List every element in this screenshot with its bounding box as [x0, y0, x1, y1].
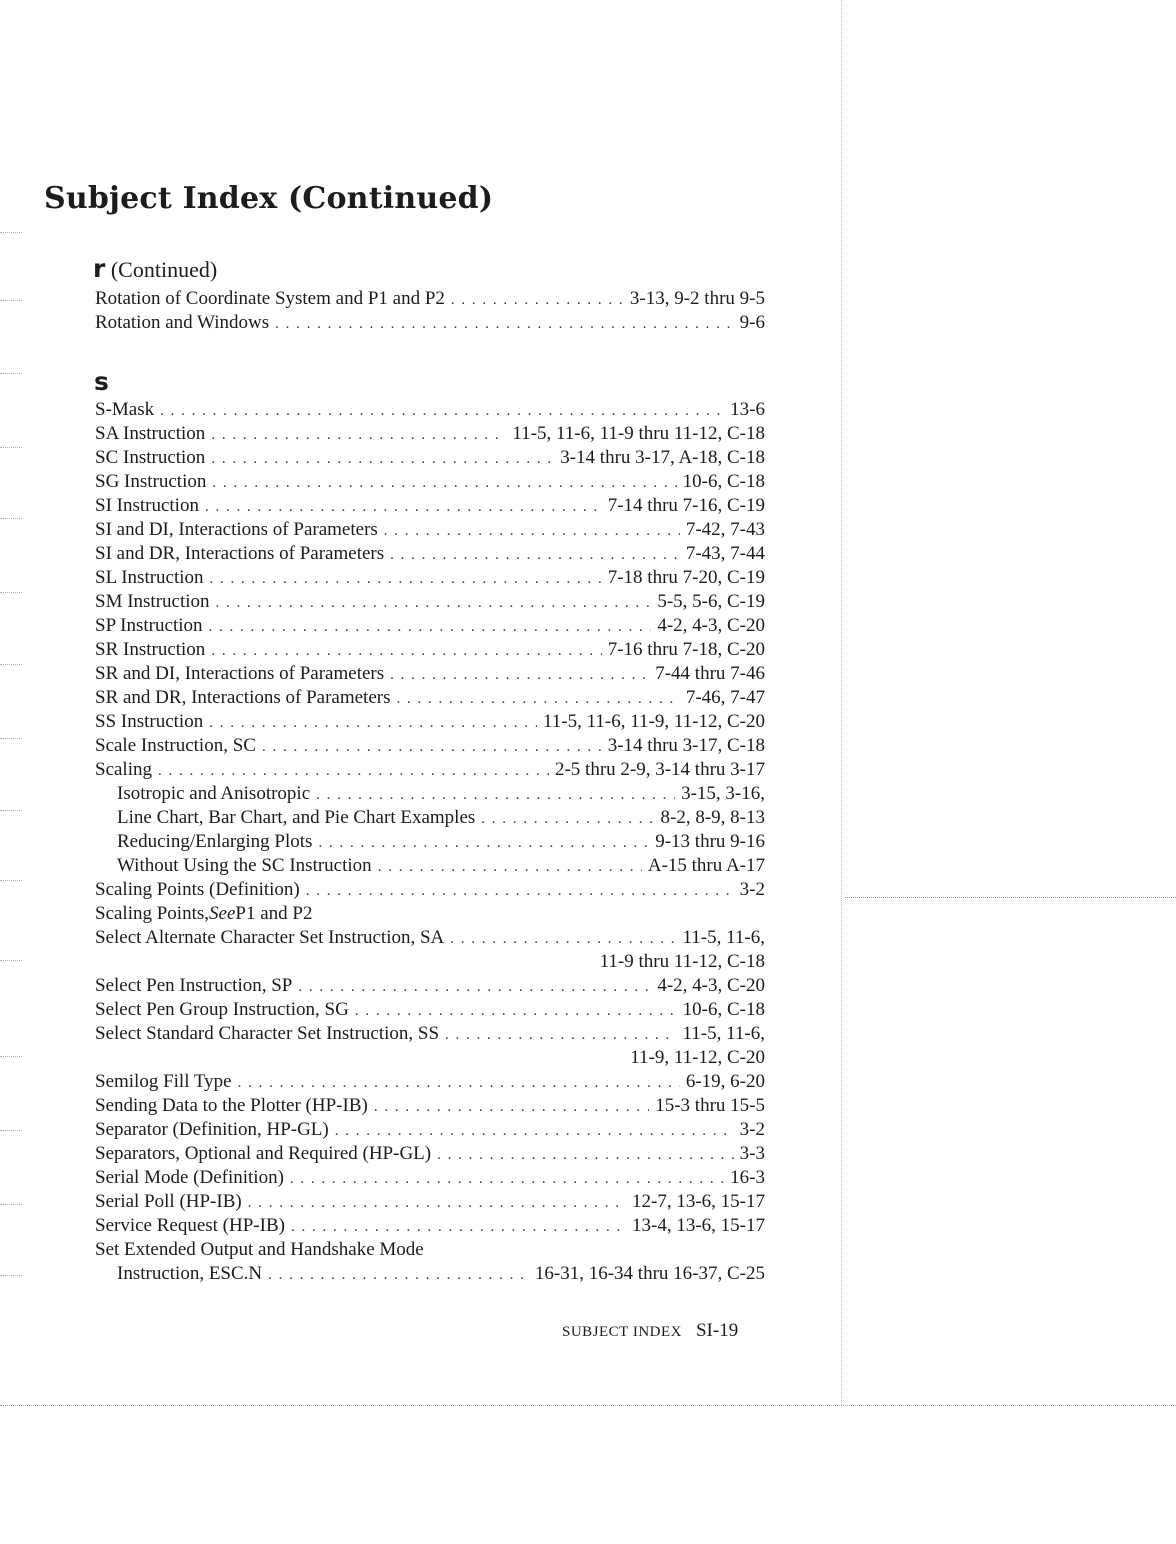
entry-page-refs: 9-13 thru 9-16 [655, 831, 765, 852]
entry-text: SM Instruction [95, 591, 210, 612]
entry-text: SC Instruction [95, 447, 206, 468]
entry-page-refs: 3-2 [739, 879, 765, 900]
entry-page-refs: 11-5, 11-6, [682, 1023, 765, 1044]
dot-leader [451, 288, 624, 312]
dot-leader [268, 1263, 529, 1287]
index-entry [95, 926, 765, 950]
entries-s [95, 398, 765, 1286]
entry-text: SP Instruction [95, 615, 203, 636]
entry-page-refs: 7-14 thru 7-16, C-19 [607, 495, 765, 516]
index-entry [95, 758, 765, 782]
entry-page-refs: 8-2, 8-9, 8-13 [660, 807, 765, 828]
entry-text: Select Alternate Character Set Instruction, SA [95, 927, 445, 948]
dot-leader [298, 975, 651, 999]
index-subentry [95, 1262, 765, 1286]
index-entry [95, 974, 765, 998]
dot-leader [211, 639, 601, 663]
entry-page-refs: 11-9, 11-12, C-20 [630, 1047, 765, 1068]
entry-page-refs: 3-3 [739, 1143, 765, 1164]
index-entry [95, 1118, 765, 1142]
right-scan-edge-rule [845, 897, 1176, 898]
entry-text: Service Request (HP-IB) [95, 1215, 285, 1236]
dot-leader [212, 471, 676, 495]
entry-page-refs: 5-5, 5-6, C-19 [657, 591, 765, 612]
entry-text: Instruction, ESC.N [117, 1263, 263, 1284]
index-entry [95, 1166, 765, 1190]
dot-leader [390, 663, 649, 687]
entry-text: Isotropic and Anisotropic [117, 783, 311, 804]
entry-page-refs: 4-2, 4-3, C-20 [657, 975, 765, 996]
dot-leader [160, 399, 724, 423]
index-entry [95, 1022, 765, 1046]
dot-leader [374, 1095, 649, 1119]
entry-text: Separator (Definition, HP-GL) [95, 1119, 329, 1140]
dot-leader [262, 735, 602, 759]
index-subentry [95, 854, 765, 878]
index-entry [95, 398, 765, 422]
entry-text: SG Instruction [95, 471, 207, 492]
entry-page-refs: 11-5, 11-6, 11-9, 11-12, C-20 [543, 711, 765, 732]
entry-page-refs: 4-2, 4-3, C-20 [657, 615, 765, 636]
margin-mark [0, 880, 22, 881]
dot-leader [238, 1071, 680, 1095]
vertical-scan-edge [841, 0, 842, 1405]
entry-page-refs: 7-18 thru 7-20, C-19 [607, 567, 765, 588]
section-letter: r [93, 254, 106, 283]
entry-page-refs: 7-43, 7-44 [685, 543, 765, 564]
index-entry [95, 686, 765, 710]
page-title: Subject Index (Continued) [44, 181, 494, 216]
index-entry [95, 1094, 765, 1118]
entry-page-refs: 7-46, 7-47 [685, 687, 765, 708]
entry-page-refs: 3-14 thru 3-17, A-18, C-18 [560, 447, 765, 468]
dot-leader [481, 807, 654, 831]
entry-text: SR Instruction [95, 639, 206, 660]
index-entry [95, 494, 765, 518]
dot-leader [158, 759, 549, 783]
entry-see-ref: See [209, 903, 236, 924]
index-entry [95, 470, 765, 494]
dot-leader [378, 855, 642, 879]
entry-text: SR and DI, Interactions of Parameters [95, 663, 385, 684]
entry-page-refs: 15-3 thru 15-5 [655, 1095, 765, 1116]
entry-text: Scale Instruction, SC [95, 735, 256, 756]
dot-leader [450, 927, 676, 951]
entry-text: Serial Mode (Definition) [95, 1167, 284, 1188]
index-subentry [95, 782, 765, 806]
entry-page-refs: 3-13, 9-2 thru 9-5 [629, 288, 765, 309]
index-entry [95, 638, 765, 662]
dot-leader [306, 879, 734, 903]
entry-text: Rotation and Windows [95, 312, 270, 333]
margin-mark [0, 738, 22, 739]
entry-page-refs: 12-7, 13-6, 15-17 [632, 1191, 765, 1212]
entry-text: Sending Data to the Plotter (HP-IB) [95, 1095, 368, 1116]
entry-text: S-Mask [95, 399, 155, 420]
index-entry [95, 1190, 765, 1214]
entry-page-refs: 7-42, 7-43 [685, 519, 765, 540]
margin-mark [0, 373, 22, 374]
entry-see-target: P1 and P2 [235, 903, 313, 924]
entry-text: Select Pen Group Instruction, SG [95, 999, 349, 1020]
index-subentry [95, 830, 765, 854]
entry-page-refs: 2-5 thru 2-9, 3-14 thru 3-17 [554, 759, 765, 780]
entry-text: Separators, Optional and Required (HP-GL) [95, 1143, 432, 1164]
entry-page-refs: 3-15, 3-16, [681, 783, 765, 804]
margin-mark [0, 1130, 22, 1131]
entry-text: Semilog Fill Type [95, 1071, 232, 1092]
margin-mark [0, 592, 22, 593]
margin-mark [0, 1275, 22, 1276]
index-entry [95, 662, 765, 686]
index-entry [95, 287, 765, 311]
footer-label: SUBJECT INDEX [562, 1324, 682, 1340]
index-entry [95, 710, 765, 734]
index-entry [95, 590, 765, 614]
entry-text: Set Extended Output and Handshake Mode [95, 1239, 424, 1260]
entry-page-refs: 10-6, C-18 [682, 999, 765, 1020]
dot-leader [210, 567, 602, 591]
bottom-scan-edge [0, 1405, 1176, 1406]
dot-leader [396, 687, 679, 711]
page-footer [562, 1320, 738, 1342]
dot-leader [384, 519, 680, 543]
entry-text: SL Instruction [95, 567, 204, 588]
dot-leader [316, 783, 675, 807]
index-continuation [95, 950, 765, 974]
index-entry [95, 1238, 765, 1262]
entry-text: Reducing/Enlarging Plots [117, 831, 313, 852]
index-entry [95, 1214, 765, 1238]
index-entry [95, 542, 765, 566]
dot-leader [318, 831, 649, 855]
dot-leader [290, 1167, 724, 1191]
margin-mark [0, 300, 22, 301]
dot-leader [209, 711, 537, 735]
dot-leader [445, 1023, 676, 1047]
entry-page-refs: 7-16 thru 7-18, C-20 [607, 639, 765, 660]
entry-page-refs: 11-9 thru 11-12, C-18 [599, 951, 765, 972]
dot-leader [275, 312, 734, 336]
index-entry [95, 518, 765, 542]
entry-page-refs: 3-14 thru 3-17, C-18 [607, 735, 765, 756]
entry-text: Select Pen Instruction, SP [95, 975, 293, 996]
entry-page-refs: 11-5, 11-6, 11-9 thru 11-12, C-18 [512, 423, 765, 444]
entry-text: Scaling [95, 759, 152, 780]
entry-text: Rotation of Coordinate System and P1 and P2 [95, 288, 445, 309]
entry-text: Scaling Points, [95, 903, 210, 924]
section-heading-r [93, 256, 217, 283]
index-entry [95, 1142, 765, 1166]
entry-text: Select Standard Character Set Instruction, SS [95, 1023, 440, 1044]
section-heading-s [94, 369, 109, 396]
entry-text: SR and DR, Interactions of Parameters [95, 687, 391, 708]
entry-page-refs: 3-2 [739, 1119, 765, 1140]
entry-text: Scaling Points (Definition) [95, 879, 300, 900]
entry-text: Serial Poll (HP-IB) [95, 1191, 242, 1212]
index-entry [95, 734, 765, 758]
entry-text: SS Instruction [95, 711, 204, 732]
margin-mark [0, 518, 22, 519]
entry-page-refs: 7-44 thru 7-46 [655, 663, 765, 684]
dot-leader [355, 999, 677, 1023]
entry-page-refs: 10-6, C-18 [682, 471, 765, 492]
margin-mark [0, 664, 22, 665]
footer-page-number: SI-19 [695, 1320, 739, 1341]
dot-leader [211, 447, 554, 471]
index-continuation [95, 1046, 765, 1070]
entry-page-refs: 16-31, 16-34 thru 16-37, C-25 [534, 1263, 765, 1284]
entry-page-refs: 13-4, 13-6, 15-17 [632, 1215, 765, 1236]
entry-page-refs: A-15 thru A-17 [647, 855, 765, 876]
margin-mark [0, 960, 22, 961]
entry-page-refs: 11-5, 11-6, [682, 927, 765, 948]
margin-mark [0, 1204, 22, 1205]
margin-mark [0, 447, 22, 448]
index-entry [95, 1070, 765, 1094]
dot-leader [390, 543, 680, 567]
entry-text: SA Instruction [95, 423, 206, 444]
margin-mark [0, 810, 22, 811]
index-entry [95, 446, 765, 470]
index-entry [95, 422, 765, 446]
index-entry [95, 998, 765, 1022]
entry-text: SI and DR, Interactions of Parameters [95, 543, 385, 564]
dot-leader [211, 423, 506, 447]
entries-r [95, 287, 765, 335]
index-subentry [95, 806, 765, 830]
entry-text: Line Chart, Bar Chart, and Pie Chart Examples [117, 807, 476, 828]
entry-page-refs: 13-6 [730, 399, 765, 420]
index-entry [95, 311, 765, 335]
entry-text: SI Instruction [95, 495, 199, 516]
index-entry [95, 614, 765, 638]
dot-leader [335, 1119, 734, 1143]
margin-mark [0, 1056, 22, 1057]
dot-leader [209, 615, 652, 639]
dot-leader [291, 1215, 626, 1239]
dot-leader [248, 1191, 626, 1215]
index-entry [95, 566, 765, 590]
entry-text: Without Using the SC Instruction [117, 855, 372, 876]
margin-mark [0, 232, 22, 233]
index-entry [95, 902, 765, 926]
dot-leader [437, 1143, 734, 1167]
entry-page-refs: 9-6 [739, 312, 765, 333]
dot-leader [216, 591, 652, 615]
dot-leader [205, 495, 602, 519]
section-letter: s [94, 367, 109, 396]
entry-page-refs: 16-3 [730, 1167, 765, 1188]
index-entry [95, 878, 765, 902]
entry-text: SI and DI, Interactions of Parameters [95, 519, 378, 540]
section-suffix: (Continued) [105, 257, 218, 282]
entry-page-refs: 6-19, 6-20 [685, 1071, 765, 1092]
